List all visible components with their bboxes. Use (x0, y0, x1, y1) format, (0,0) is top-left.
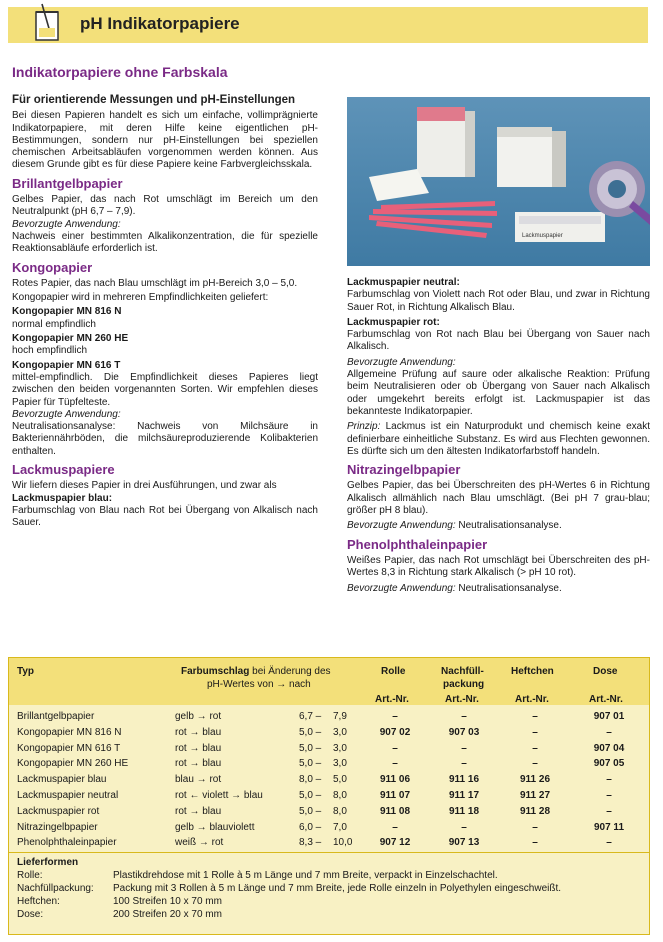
use-label: Bevorzugte Anwendung: (347, 356, 456, 368)
table-cell-nach: 907 03 (448, 726, 480, 738)
table-cell-typ: Kongopapier MN 616 T (17, 742, 121, 754)
table-row (9, 835, 649, 850)
col-nach2: packung (443, 679, 485, 690)
lackmus-heading: Lackmuspapiere (12, 462, 115, 478)
nitrazin-text: Gelbes Papier, das bei Überschreiten des pH-Wertes 6 in Richtung Alkalisch allmählich nach Blau umschlägt. (Bei pH 7 grau-blau; größer pH 8 blau). (347, 480, 650, 517)
table-cell-von: 5,0 – (299, 726, 322, 738)
lackmus-blau-desc: Farbumschlag von Blau nach Rot bei Übergang von Alkalisch nach Sauer. (12, 504, 318, 529)
col-farb (181, 666, 331, 677)
brillant-heading: Brillantgelbpapier (12, 175, 123, 191)
table-cell-typ: Kongopapier MN 816 N (17, 726, 122, 738)
table-cell-rolle: 911 08 (379, 805, 411, 817)
table-cell-rolle: – (392, 742, 398, 754)
table-cell-rolle: – (392, 821, 398, 833)
kongo-heading: Kongopapier (12, 259, 93, 275)
col-nach: Nachfüll- (441, 666, 484, 677)
col-rolle: Rolle (381, 666, 406, 677)
kongo-616-desc: mittel-empfindlich. Die Empfindlichkeit dieses Papieres liegt zwischen den beiden vorgenannten Sorten. Wir empfehlen dieses Papier für Tüpfelteste. (12, 371, 318, 408)
neutral-label: Lackmuspapier neutral: (347, 277, 460, 288)
use-text: Allgemeine Prüfung auf saure oder alkalische Reaktion: Prüfung beim Neutralisieren oder ob Übergang von Sauer nach Alkalisch oder umgekehrt bereits erfolgt ist. Lackmuspapier ist das bekannteste Indikatorpapier. (347, 369, 650, 417)
liefer-label: Heftchen: (17, 896, 60, 907)
table-cell-von: 5,0 – (299, 805, 322, 817)
table-cell-bis: 7,9 (333, 711, 347, 722)
col-heft: Heftchen (511, 666, 554, 677)
table-cell-farb: gelb → rot (175, 711, 222, 722)
nitrazin-use-label: Bevorzugte Anwendung: (347, 520, 456, 532)
table-cell-rolle: – (392, 758, 398, 770)
photo-box-label: Lackmuspapier (522, 233, 563, 239)
kongo-use-label: Bevorzugte Anwendung: (12, 408, 121, 420)
table-cell-bis: 8,0 (333, 805, 347, 817)
table-cell-typ: Lackmuspapier blau (17, 774, 107, 786)
lackmus-text: Wir liefern dieses Papier in drei Ausführungen, und zwar als (12, 480, 277, 492)
kongo-260: Kongopapier MN 260 HE (12, 333, 129, 345)
product-table (8, 657, 650, 935)
prinzip-text: Lackmus ist ein Naturprodukt und chemisch keine exakt definierbare einheitliche Substanz. Es wird aus Flechten gewonnen. Es dürfte sich um den ältesten Indikatorfarbstoff handeln. (347, 421, 650, 457)
table-cell-rolle: 911 07 (379, 790, 411, 801)
table-cell-nach: – (461, 711, 467, 722)
table-cell-farb: rot ← violett → blau (175, 790, 263, 801)
table-row (9, 709, 649, 724)
phenol-use-label: Bevorzugte Anwendung: (347, 582, 456, 594)
table-cell-dose: 907 11 (593, 821, 625, 833)
table-cell-rolle: – (392, 711, 398, 722)
table-row (9, 788, 649, 803)
table-cell-dose: – (606, 805, 612, 817)
table-cell-bis: 8,0 (333, 790, 347, 801)
liefer-text: Packung mit 3 Rollen à 5 m Länge und 7 mm Breite, jede Rolle einzeln in Polyethylen eingeschweißt. (113, 883, 562, 894)
table-cell-farb: blau → rot (175, 774, 222, 786)
col-farb-line2: pH-Wertes von → nach (207, 679, 311, 690)
liefer-title: Lieferformen (17, 857, 79, 868)
liefer-label: Nachfüllpackung: (17, 883, 94, 894)
table-cell-typ: Phenolphthaleinpapier (17, 837, 117, 849)
table-cell-dose: – (606, 837, 612, 849)
table-cell-bis: 10,0 (333, 837, 353, 849)
kongo-816: Kongopapier MN 816 N (12, 306, 122, 318)
col-farb-bold: Farbumschlag (181, 666, 250, 677)
table-cell-heft: – (532, 837, 538, 849)
table-cell-rolle: 911 06 (379, 774, 411, 786)
table-cell-bis: 3,0 (333, 726, 347, 738)
table-cell-typ: Lackmuspapier neutral (17, 790, 119, 801)
prinzip-label: Prinzip: (347, 421, 381, 433)
page-header (0, 0, 663, 46)
table-cell-heft: – (532, 726, 538, 738)
table-cell-nach: 907 13 (448, 837, 480, 849)
liefer-text: 200 Streifen 20 x 70 mm (113, 909, 222, 920)
beaker-icon (28, 2, 68, 42)
kongo-816-desc: normal empfindlich (12, 318, 96, 330)
table-cell-farb: gelb → blauviolett (175, 821, 255, 833)
brillant-text: Gelbes Papier, das nach Rot umschlägt im Bereich um den Neutralpunkt (pH 6,7 – 7,9). (12, 194, 318, 218)
phenol-heading: Phenolphthaleinpapier (347, 536, 488, 552)
table-cell-bis: 3,0 (333, 742, 347, 754)
artnr-heft: Art.-Nr. (515, 694, 549, 705)
table-row (9, 756, 649, 771)
table-cell-dose: 907 04 (593, 742, 625, 754)
kongo-260-desc: hoch empfindlich (12, 345, 88, 357)
table-cell-von: 5,0 – (299, 790, 322, 801)
liefer-label: Rolle: (17, 870, 43, 881)
table-cell-dose: 907 05 (593, 758, 625, 770)
artnr-nach: Art.-Nr. (445, 694, 479, 705)
right-column (347, 277, 650, 595)
table-cell-heft: 911 27 (519, 790, 551, 801)
table-cell-von: 8,3 – (299, 837, 322, 849)
kongo-text: Rotes Papier, das nach Blau umschlägt im pH-Bereich 3,0 – 5,0. (12, 277, 298, 289)
table-cell-typ: Brillantgelbpapier (17, 711, 95, 722)
table-cell-bis: 3,0 (333, 758, 347, 770)
table-cell-heft: – (532, 758, 538, 770)
table-cell-heft: 911 26 (519, 774, 551, 786)
left-column (12, 94, 318, 530)
table-cell-von: 6,7 – (299, 711, 322, 722)
phenol-use-line (347, 583, 650, 595)
liefer-text: 100 Streifen 10 x 70 mm (113, 896, 222, 907)
table-cell-rolle: 907 02 (379, 726, 411, 738)
brillant-use: Nachweis einer bestimmten Alkalikonzentration, die für spezielle Reaktionsabläufe erforderlich ist. (12, 230, 318, 255)
product-photo (347, 97, 650, 266)
table-cell-heft: – (532, 742, 538, 754)
table-row (9, 741, 649, 756)
table-cell-nach: – (461, 821, 467, 833)
table-cell-von: 8,0 – (299, 774, 322, 786)
table-cell-farb: rot → blau (175, 742, 222, 754)
table-cell-heft: 911 28 (519, 805, 551, 817)
table-cell-nach: 911 17 (448, 790, 480, 801)
neutral-desc: Farbumschlag von Violett nach Rot oder Blau, und zwar in Richtung Sauer Rot, in Richtung Alkalisch Blau. (347, 289, 650, 313)
table-cell-dose: – (606, 726, 612, 738)
table-cell-heft: – (532, 821, 538, 833)
table-cell-farb: weiß → rot (175, 837, 224, 849)
col-farb-rest: bei Änderung des (252, 666, 331, 677)
table-cell-dose: 907 01 (593, 711, 625, 722)
nitrazin-use: Neutralisationsanalyse. (458, 520, 562, 532)
col-dose: Dose (593, 666, 618, 677)
prinzip-paragraph (347, 421, 650, 458)
table-cell-farb: rot → blau (175, 805, 222, 817)
nitrazin-use-line (347, 520, 650, 532)
liefer-label: Dose: (17, 909, 44, 920)
table-cell-dose: – (606, 774, 612, 786)
page-title: pH Indikatorpapiere (80, 14, 240, 33)
table-cell-typ: Kongopapier MN 260 HE (17, 758, 129, 770)
kongo-616: Kongopapier MN 616 T (12, 359, 121, 371)
section-title: Indikatorpapiere ohne Farbskala (12, 64, 228, 80)
phenol-use: Neutralisationsanalyse. (458, 582, 562, 594)
intro-heading: Für orientierende Messungen und pH-Einstellungen (12, 94, 296, 106)
artnr-dose: Art.-Nr. (589, 694, 623, 705)
table-cell-rolle: 907 12 (379, 837, 411, 849)
table-cell-farb: rot → blau (175, 758, 222, 770)
brillant-use-label: Bevorzugte Anwendung: (12, 218, 121, 230)
table-cell-nach: 911 18 (448, 805, 480, 817)
table-cell-farb: rot → blau (175, 726, 222, 738)
table-row (9, 772, 649, 787)
rot-desc: Farbumschlag von Rot nach Blau bei Übergang von Sauer nach Alkalisch. (347, 329, 650, 353)
nitrazin-heading: Nitrazingelbpapier (347, 462, 461, 478)
table-row (9, 725, 649, 740)
table-cell-heft: – (532, 711, 538, 722)
liefer-text: Plastikdrehdose mit 1 Rolle à 5 m Länge und 7 mm Breite, verpackt in Einzelschachtel. (113, 870, 498, 881)
artnr-rolle: Art.-Nr. (375, 694, 409, 705)
table-cell-von: 5,0 – (299, 742, 322, 754)
divider (9, 852, 649, 853)
table-cell-nach: – (461, 758, 467, 770)
table-cell-von: 6,0 – (299, 821, 322, 833)
table-cell-bis: 7,0 (333, 821, 347, 833)
table-header (9, 658, 649, 705)
lackmus-blau: Lackmuspapier blau: (12, 492, 113, 504)
table-cell-typ: Lackmuspapier rot (17, 805, 100, 817)
table-cell-bis: 5,0 (333, 774, 347, 786)
table-row (9, 804, 649, 819)
rot-label: Lackmuspapier rot: (347, 316, 440, 328)
table-row (9, 820, 649, 835)
col-typ: Typ (17, 666, 35, 677)
table-cell-nach: – (461, 742, 467, 754)
table-cell-typ: Nitrazingelbpapier (17, 821, 98, 833)
table-cell-nach: 911 16 (448, 774, 480, 786)
table-cell-dose: – (606, 790, 612, 801)
kongo-text2: Kongopapier wird in mehreren Empfindlichkeiten geliefert: (12, 292, 269, 304)
phenol-text: Weißes Papier, das nach Rot umschlägt bei Überschreiten des pH-Wertes 8,3 in Richtung stark Alkalisch (> pH 10 rot). (347, 554, 650, 579)
intro-text: Bei diesen Papieren handelt es sich um einfache, vollimprägnierte Indikatorpapiere, mit deren Hilfe keine eigentlichen pH-Bestimmungen, sondern nur pH-Einstellungen bei speziellen chemischen Arbeitsabläufen vorgenommen werden können. Aus diesem Grunde gibt es für diese Papiere keine Farbvergleichsskala. (12, 110, 318, 171)
kongo-use: Neutralisationsanalyse: Nachweis von Milchsäure in Bakteriennährböden, die milchsäureproduzierende Kolibakterien enthalten. (12, 421, 318, 457)
table-cell-von: 5,0 – (299, 758, 322, 770)
